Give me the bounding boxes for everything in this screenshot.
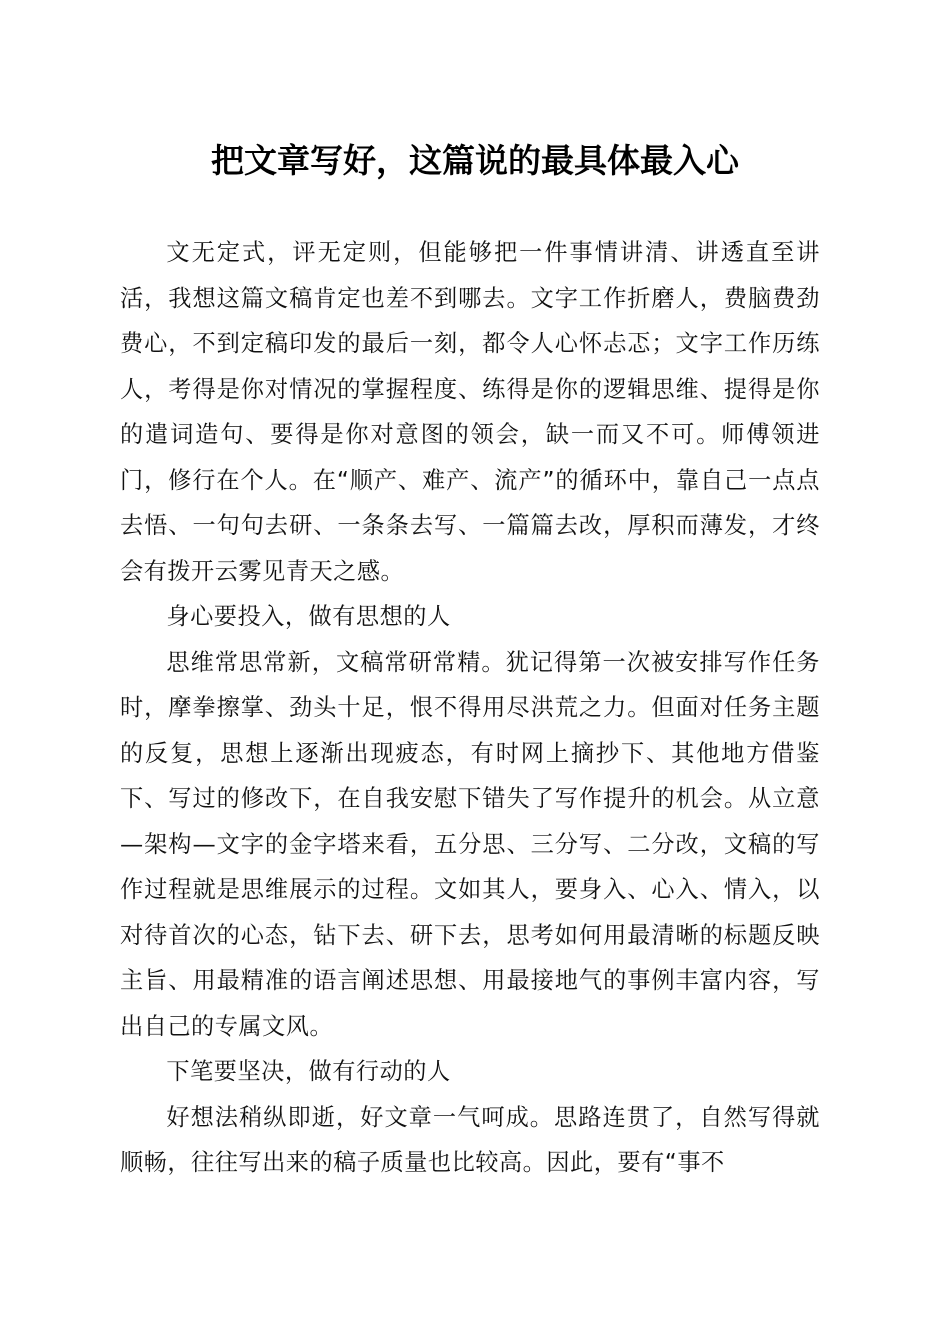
document-body xyxy=(120,230,820,1186)
paragraph-2: 思维常思常新，文稿常研常精。犹记得第一次被安排写作任务时，摩拳擦掌、劲头十足，恨不得用尽洪荒之力。但面对任务主题的反复，思想上逐渐出现疲态，有时网上摘抄下、其他地方借鉴下、写过的修改下，在自我安慰下错失了写作提升的机会。从立意—架构—文字的金字塔来看，五分思、三分写、二分改，文稿的写作过程就是思维展示的过程。文如其人，要身入、心入、情入，以对待首次的心态，钻下去、研下去，思考如何用最清晰的标题反映主旨、用最精准的语言阐述思想、用最接地气的事例丰富内容，写出自己的专属文风。 xyxy=(120,648,820,1040)
paragraph-3: 好想法稍纵即逝，好文章一气呵成。思路连贯了，自然写得就顺畅，往往写出来的稿子质量也比较高。因此，要有“事不 xyxy=(120,1103,820,1176)
paragraph-intro: 文无定式，评无定则，但能够把一件事情讲清、讲透直至讲活，我想这篇文稿肯定也差不到哪去。文字工作折磨人，费脑费劲费心，不到定稿印发的最后一刻，都令人心怀忐忑；文字工作历练人，考得是你对情况的掌握程度、练得是你的逻辑思维、提得是你的遣词造句、要得是你对意图的领会，缺一而又不可。师傅领进门，修行在个人。在“顺产、难产、流产”的循环中，靠自己一点点去悟、一句句去研、一条条去写、一篇篇去改，厚积而薄发，才终会有拨开云雾见青天之感。 xyxy=(120,239,820,585)
section-heading-2: 下笔要坚决，做有行动的人 xyxy=(166,1058,451,1085)
section-heading-1: 身心要投入，做有思想的人 xyxy=(166,603,451,630)
document-title: 把文章写好，这篇说的最具体最入心 xyxy=(211,141,739,180)
